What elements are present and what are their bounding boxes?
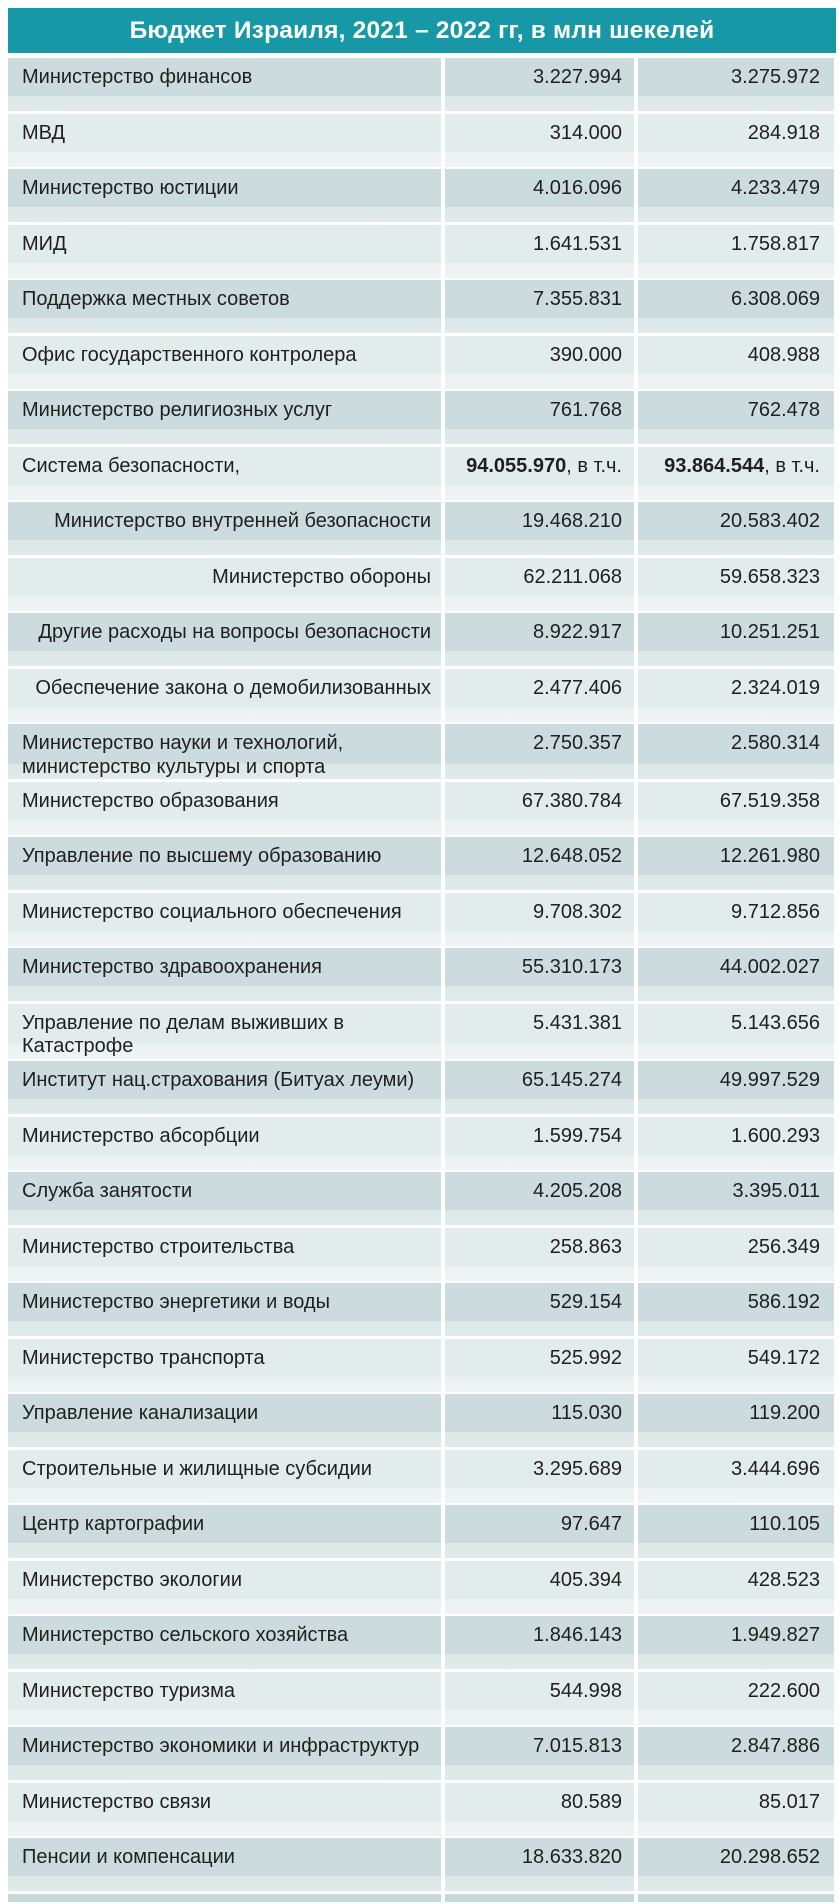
table-row xyxy=(8,225,836,278)
value-2021 xyxy=(445,1172,634,1225)
table-row xyxy=(8,1228,836,1281)
value-2022 xyxy=(638,724,834,779)
value-2021 xyxy=(445,1228,634,1281)
value-number: 2.477.406 xyxy=(533,676,622,699)
value-2021 xyxy=(445,1561,634,1614)
table-row xyxy=(8,391,836,444)
value-number: 256.349 xyxy=(747,1235,820,1258)
row-label: Министерство здравоохранения xyxy=(8,948,441,1001)
value-2022 xyxy=(638,447,834,500)
value-2021 xyxy=(445,502,634,555)
table-row xyxy=(8,724,836,779)
value-number: 7.015.813 xyxy=(533,1735,622,1758)
value-number: 405.394 xyxy=(549,1568,622,1591)
value-2021 xyxy=(445,1672,634,1725)
value-2022 xyxy=(638,1394,834,1447)
value-2021 xyxy=(445,1394,634,1447)
value-2021 xyxy=(445,558,634,611)
value-number: 222.600 xyxy=(747,1679,820,1702)
row-label: Офис государственного контролера xyxy=(8,336,441,389)
value-2022 xyxy=(638,948,834,1001)
value-number: 9.708.302 xyxy=(533,900,622,923)
value-number: 110.105 xyxy=(749,1513,820,1536)
table-row xyxy=(8,502,836,555)
value-2021 xyxy=(445,336,634,389)
row-label: Министерство финансов xyxy=(8,58,441,111)
row-label: МИД xyxy=(8,225,441,278)
row-label: Министерство сельского хозяйства xyxy=(8,1616,441,1669)
value-2021 xyxy=(445,1616,634,1669)
value-2022 xyxy=(638,280,834,333)
row-label: МВД xyxy=(8,114,441,167)
value-2022 xyxy=(638,1450,834,1503)
row-label: Система безопасности, xyxy=(8,447,441,500)
value-number: 19.468.210 xyxy=(521,510,622,532)
row-label: Министерство образования xyxy=(8,782,441,835)
value-number: 67.519.358 xyxy=(719,789,820,812)
value-2021 xyxy=(445,1061,634,1114)
table-row xyxy=(8,169,836,222)
table-row xyxy=(8,1561,836,1614)
value-number: 529.154 xyxy=(549,1291,622,1314)
row-label: Обеспечение закона о демобилизованных xyxy=(8,669,441,722)
row-label: Министерство социального обеспечения xyxy=(8,893,441,946)
value-2022 xyxy=(638,1004,834,1059)
value-2022 xyxy=(638,837,834,890)
value-2021 xyxy=(445,169,634,222)
value-number: 18.633.820 xyxy=(521,1846,622,1869)
value-number: 97.647 xyxy=(560,1513,622,1536)
value-2021 xyxy=(445,1450,634,1503)
value-2021 xyxy=(445,948,634,1001)
value-number: 3.444.696 xyxy=(731,1457,820,1480)
table-row xyxy=(8,782,836,835)
table-row xyxy=(8,1172,836,1225)
value-number: 20.583.402 xyxy=(719,510,820,532)
value-number: 586.192 xyxy=(747,1291,820,1314)
value-number: 49.997.529 xyxy=(719,1069,820,1092)
value-number: 67.380.784 xyxy=(521,789,622,812)
table-row xyxy=(8,114,836,167)
table-row xyxy=(8,1450,836,1503)
row-label: Поддержка местных советов xyxy=(8,280,441,333)
value-number: 12.648.052 xyxy=(521,845,622,868)
value-number: 80.589 xyxy=(560,1790,622,1813)
row-label: Строительные и жилищные субсидии xyxy=(8,1450,441,1503)
value-number: 10.251.251 xyxy=(719,621,820,643)
value-2021 xyxy=(445,1505,634,1558)
value-2021 xyxy=(445,782,634,835)
value-2022 xyxy=(638,502,834,555)
table-row xyxy=(8,1672,836,1725)
value-2022 xyxy=(638,1117,834,1170)
next-row-sliver xyxy=(8,1894,836,1902)
table-row xyxy=(8,669,836,722)
value-number: 44.002.027 xyxy=(719,956,820,979)
value-2022 xyxy=(638,336,834,389)
value-number: 2.580.314 xyxy=(731,732,820,754)
table-row xyxy=(8,558,836,611)
row-label: Министерство юстиции xyxy=(8,169,441,222)
value-number: 94.055.970 xyxy=(466,454,567,477)
value-2021 xyxy=(445,613,634,666)
value-number: 1.949.827 xyxy=(731,1624,820,1647)
value-number: 5.143.656 xyxy=(731,1011,820,1034)
table-row xyxy=(8,1505,836,1558)
value-2021 xyxy=(445,1783,634,1836)
value-number: 62.211.068 xyxy=(523,565,622,588)
value-2022 xyxy=(638,782,834,835)
value-number: 258.863 xyxy=(549,1235,622,1258)
row-label: Министерство науки и технологий, министерство культуры и спорта xyxy=(8,724,441,779)
table-row xyxy=(8,837,836,890)
value-2022 xyxy=(638,114,834,167)
value-number: 119.200 xyxy=(749,1402,820,1425)
row-label: Министерство религиозных услуг xyxy=(8,391,441,444)
value-number: 762.478 xyxy=(747,399,820,421)
row-label: Центр картографии xyxy=(8,1505,441,1558)
value-2021 xyxy=(445,1727,634,1780)
table-row xyxy=(8,1117,836,1170)
value-number: 12.261.980 xyxy=(719,845,820,868)
value-number: 549.172 xyxy=(747,1346,820,1369)
value-number: 4.205.208 xyxy=(533,1180,622,1203)
table-row xyxy=(8,948,836,1001)
table-row xyxy=(8,1727,836,1780)
value-number: 65.145.274 xyxy=(521,1069,622,1092)
value-number: 3.295.689 xyxy=(533,1457,622,1480)
row-label: Министерство экономики и инфраструктур xyxy=(8,1727,441,1780)
value-2021 xyxy=(445,114,634,167)
value-number: 761.768 xyxy=(549,399,622,421)
row-label: Пенсии и компенсации xyxy=(8,1838,441,1891)
value-number: 284.918 xyxy=(747,121,820,144)
value-2021 xyxy=(445,1283,634,1336)
budget-table xyxy=(8,58,836,1891)
row-label: Министерство энергетики и воды xyxy=(8,1283,441,1336)
table-row xyxy=(8,1339,836,1392)
value-number: 1.600.293 xyxy=(731,1124,820,1147)
table-row xyxy=(8,1004,836,1059)
value-2022 xyxy=(638,1838,834,1891)
value-2022 xyxy=(638,1561,834,1614)
value-2021 xyxy=(445,669,634,722)
row-label: Министерство экологии xyxy=(8,1561,441,1614)
table-row xyxy=(8,1616,836,1669)
value-number: 6.308.069 xyxy=(731,288,820,310)
value-number: 8.922.917 xyxy=(533,621,622,643)
table-row xyxy=(8,58,836,111)
value-number: 2.324.019 xyxy=(731,676,820,699)
value-2022 xyxy=(638,558,834,611)
value-2022 xyxy=(638,391,834,444)
value-number: 314.000 xyxy=(549,121,622,144)
value-number: 55.310.173 xyxy=(521,956,622,979)
value-number: 85.017 xyxy=(758,1790,820,1813)
value-2022 xyxy=(638,1616,834,1669)
row-label: Министерство связи xyxy=(8,1783,441,1836)
table-row xyxy=(8,447,836,500)
value-number: 390.000 xyxy=(549,343,622,366)
row-label: Министерство обороны xyxy=(8,558,441,611)
value-2021 xyxy=(445,1339,634,1392)
value-2021 xyxy=(445,447,634,500)
row-label: Управление по делам выживших в Катастрофе xyxy=(8,1004,441,1059)
value-suffix: , в т.ч. xyxy=(566,454,622,477)
value-number: 1.599.754 xyxy=(533,1124,622,1147)
value-number: 3.275.972 xyxy=(731,66,820,88)
table-row xyxy=(8,1394,836,1447)
value-number: 9.712.856 xyxy=(731,900,820,923)
row-label: Министерство абсорбции xyxy=(8,1117,441,1170)
value-2022 xyxy=(638,613,834,666)
row-label: Министерство туризма xyxy=(8,1672,441,1725)
title-bar xyxy=(8,8,836,53)
value-number: 3.227.994 xyxy=(533,66,622,88)
table-row xyxy=(8,1283,836,1336)
value-2021 xyxy=(445,1004,634,1059)
value-number: 93.864.544 xyxy=(664,454,765,477)
table-row xyxy=(8,1061,836,1114)
value-number: 1.846.143 xyxy=(533,1624,622,1647)
value-2021 xyxy=(445,280,634,333)
value-number: 4.233.479 xyxy=(731,177,820,199)
value-2022 xyxy=(638,169,834,222)
row-label: Другие расходы на вопросы безопасности xyxy=(8,613,441,666)
value-number: 5.431.381 xyxy=(533,1011,622,1034)
value-2021 xyxy=(445,391,634,444)
value-2022 xyxy=(638,1783,834,1836)
sliver-cell xyxy=(8,1894,441,1902)
value-2022 xyxy=(638,1505,834,1558)
value-number: 2.847.886 xyxy=(731,1735,820,1758)
row-label: Управление по высшему образованию xyxy=(8,837,441,890)
value-number: 428.523 xyxy=(747,1568,820,1591)
value-number: 59.658.323 xyxy=(719,565,820,588)
value-2022 xyxy=(638,58,834,111)
row-label: Министерство внутренней безопасности xyxy=(8,502,441,555)
value-2021 xyxy=(445,724,634,779)
value-2022 xyxy=(638,893,834,946)
value-suffix: , в т.ч. xyxy=(764,454,820,477)
value-number: 115.030 xyxy=(551,1402,622,1425)
value-2022 xyxy=(638,1727,834,1780)
value-number: 20.298.652 xyxy=(719,1846,820,1869)
value-number: 1.758.817 xyxy=(731,232,820,255)
value-2022 xyxy=(638,1283,834,1336)
value-number: 2.750.357 xyxy=(533,732,622,754)
table-row xyxy=(8,893,836,946)
row-label: Министерство транспорта xyxy=(8,1339,441,1392)
value-2022 xyxy=(638,1228,834,1281)
value-2022 xyxy=(638,225,834,278)
sliver-cell xyxy=(638,1894,834,1902)
value-2022 xyxy=(638,1672,834,1725)
row-label: Институт нац.страхования (Битуах леуми) xyxy=(8,1061,441,1114)
value-number: 1.641.531 xyxy=(533,232,622,255)
table-row xyxy=(8,336,836,389)
value-2022 xyxy=(638,1339,834,1392)
table-row xyxy=(8,613,836,666)
value-2022 xyxy=(638,1061,834,1114)
value-number: 525.992 xyxy=(549,1346,622,1369)
value-2021 xyxy=(445,1838,634,1891)
row-label: Министерство строительства xyxy=(8,1228,441,1281)
value-2021 xyxy=(445,837,634,890)
value-number: 7.355.831 xyxy=(533,288,622,310)
row-label: Управление канализации xyxy=(8,1394,441,1447)
value-2021 xyxy=(445,1117,634,1170)
table-row xyxy=(8,280,836,333)
value-2021 xyxy=(445,225,634,278)
value-number: 4.016.096 xyxy=(533,177,622,199)
value-number: 544.998 xyxy=(549,1679,622,1702)
value-2021 xyxy=(445,893,634,946)
table-row xyxy=(8,1838,836,1891)
table-row xyxy=(8,1783,836,1836)
row-label: Служба занятости xyxy=(8,1172,441,1225)
value-number: 408.988 xyxy=(747,343,820,366)
sliver-cell xyxy=(445,1894,634,1902)
value-2021 xyxy=(445,58,634,111)
value-number: 3.395.011 xyxy=(732,1180,820,1203)
page-title: Бюджет Израиля, 2021 – 2022 гг, в млн шекелей xyxy=(129,16,715,44)
value-2022 xyxy=(638,669,834,722)
value-2022 xyxy=(638,1172,834,1225)
